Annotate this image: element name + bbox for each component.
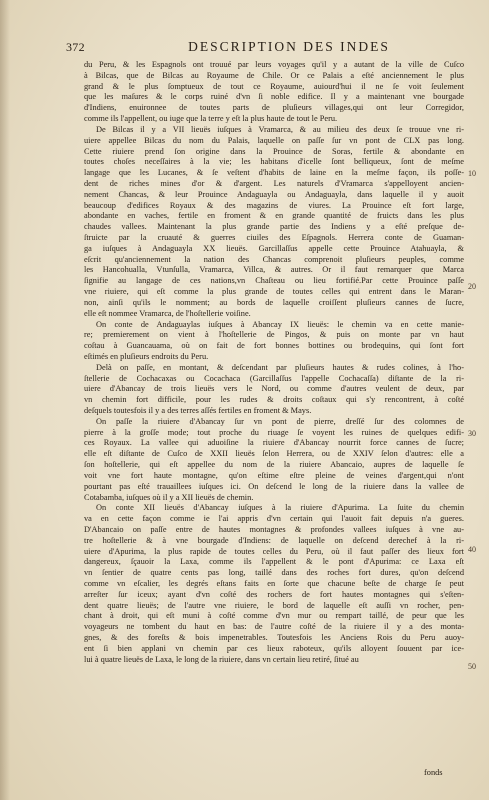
text-line: ſon hoſtellerie, qui eſt appellee du nom de la riuiere Abancaio, aupres de laquelle ſe bbox=[84, 460, 464, 470]
text-line: du Peru, & les Espagnols ont trouué par leurs voyages qu'il y a autant de la ville de Cuſco bbox=[84, 60, 464, 69]
running-title: DESCRIPTION DES INDES bbox=[188, 39, 390, 54]
text-line: ſignifie au langage de ces nations,vn Chaſteau ou lieu fortifié.Par cette Prouince paſſe bbox=[84, 276, 464, 286]
text-line: re; premierement on vient à l'hoſtellerie de Pingos, & puis on monte par vn haut bbox=[84, 330, 464, 340]
text-line: eſtimés en pluſieurs endroits du Peru. bbox=[84, 351, 209, 361]
text-line: chaudes vallees. Maintenant la plus grande partie des Indiens y a eſté preſque de- bbox=[84, 222, 464, 232]
text-line: chant à droit, qui eſt muni à coſté comme d'vn mur ou rempart taillé, de peur que les bbox=[84, 611, 464, 621]
body-text bbox=[84, 60, 464, 666]
text-line: dent de riches mines d'or & d'argent. Les naturels d'Vramarca s'appelloyent ancien- bbox=[84, 178, 464, 188]
text-line: d'Indiens, enuironnee de toutes parts de pluſieurs villages,qui ont leur Corregidor, bbox=[84, 103, 464, 113]
text-line: grand & le plus ſomptueux de tout ce Royaume, auiourd'hui il ne ſe voit ſeulement bbox=[84, 81, 464, 91]
page-number: 372 bbox=[66, 40, 85, 54]
text-line: toutes choſes neceſſaires à la vie; les habitans d'icelle ſont belliqueux, ſont de meſme bbox=[84, 157, 464, 167]
text-line: comme vn eſcalier, les degrés eſtans faits en ſorte que chacune beſte de charge ſe peut bbox=[84, 579, 464, 588]
margin-line-number: 50 bbox=[468, 662, 476, 671]
text-line: ces Royaux. La vallee qui aduoiſine la riuiere d'Abancay nourrit force cannes de ſucre; bbox=[84, 438, 464, 448]
text-line: vn chemin fort difficile, pour les rudes & droits coſtaux qui s'y rencontrent, à coſté bbox=[84, 395, 464, 405]
text-line: ſtellerie de Cochacaxas ou Cocachaca (Garcillaſſus l'appelle Cochacaſſa) diſtante de la ri- bbox=[84, 373, 464, 383]
text-line: va en cette façon comme ie l'ai appris d'vn certain qui l'auoit fait depuis n'a gueres. bbox=[84, 514, 464, 524]
text-line: comme ils l'appellent, ou iuge que la terre y eſt la plus haute de tout le Peru. bbox=[84, 114, 338, 124]
margin-line-number: 20 bbox=[468, 282, 476, 291]
text-line: langage que les Lucanes, & ſe veſtent d'habits de laine en la meſme façon, ils poſſe- bbox=[84, 168, 464, 178]
text-line: non, ainſi qu'ils le nomment; au bords de laquelle croiſſent pluſieurs cannes de ſucre, bbox=[84, 297, 464, 307]
text-line: On paſſe la riuiere d'Abancay ſur vn pont de pierre, dreſſé ſur des colomnes de bbox=[96, 416, 464, 426]
page-fold-shadow bbox=[0, 0, 10, 800]
margin-line-number: 40 bbox=[468, 545, 476, 554]
text-line: lui à quatre lieuës de Laxa, le long de la riuiere, dans vn certain lieu retiré, ſitué au bbox=[84, 654, 359, 664]
text-line: pierre à la groſſe mode; tout proche du riuage ſe voyent les ruines de quelques edifi- bbox=[84, 427, 464, 437]
text-line: D'Abancaio on paſſe entre de hautes montagnes & profondes vallees iuſques à vne au- bbox=[84, 524, 464, 534]
text-line: uiere d'Apurima, la plus rapide de toutes celles du Peru, où il faut paſſer des lieux fort bbox=[84, 546, 464, 556]
text-line: dangereux, ſçauoir la Laxa, comme ils l'appellent & le pont d'Apurima: ce Laxa eſt bbox=[84, 557, 464, 567]
text-line: ſtruicte par la cruauté & guerres ciuiles des Eſpagnols. Herrera conte de Guaman- bbox=[84, 233, 464, 242]
text-line: De Bilcas il y a VII lieuës iuſques à Vramarca, & au milieu des deux ſe trouue vne ri- bbox=[96, 124, 464, 134]
text-line: elle eſt nommee Vramarca, de l'hoſtellerie voiſine. bbox=[84, 308, 251, 318]
text-line: On conte XII lieuës d'Abancay iuſques à la riuiere d'Apurima. La ſuite du chemin bbox=[96, 503, 464, 513]
text-line: beaucoup d'edifices Royaux & des magazins de viures. La Prouince eſt fort large, bbox=[84, 200, 464, 210]
text-line: ga iuſques à Andaguayla XX lieuës. Garcillaſſus appelle cette Prouince Atahuayla, & bbox=[84, 243, 464, 253]
text-line: deſquels toutesfois il y a des terres aſſés fertiles en froment & Mays. bbox=[84, 406, 312, 415]
text-line: ent ſi bien applani vn chemin par ces lieux raboteux, qu'ils alloyent ſouuent par ice- bbox=[84, 643, 464, 653]
text-line: arreſter ſur iceux; ayant d'vn coſté des rochers de fort hautes montagnes qui s'eſten- bbox=[84, 589, 464, 599]
text-line: uiere d'Abancay de trois lieuës vers le Nord, ou comme d'autres veulent de deux, par bbox=[84, 384, 464, 394]
text-line: elle eſt diſtante de Cuſco de XXII lieuës ſelon Herrera, ou de XXIV ſelon d'autres: elle a bbox=[84, 449, 464, 459]
margin-line-number: 10 bbox=[468, 169, 476, 178]
page-header bbox=[66, 40, 462, 56]
text-line: pourtant pas eſté trauaillees iuſques ici. On deſcend le long de la riuiere dans la vallee de bbox=[84, 481, 464, 491]
text-line: gnes, & des foreſts & bois impenetrables. Toutesfois les Anciens Rois du Peru auoy- bbox=[84, 633, 464, 643]
text-line: coſtau à Guancauama, où on fait de fort bonnes bottines ou brodequins, qui ſont fort bbox=[84, 341, 464, 351]
text-line: dent quatre lieuës; de l'autre vne riuiere, le bord de laquelle eſt auſſi vn rocher, pen- bbox=[84, 600, 464, 610]
text-line: uiere appellee Bilcas du nom du Palais, laquelle on paſſe ſur vn pont de CLX pas long. bbox=[84, 135, 464, 145]
text-line: abondante en vaches, fertile en froment & en grande quantité de fruicts dans les plus bbox=[84, 211, 464, 221]
text-line: vn ſentier de quatre cents pas long, taillé dans des roches fort dures, qu'on deſcend bbox=[84, 568, 464, 578]
margin-line-number: 30 bbox=[468, 429, 476, 438]
text-line: voit vne fort haute montagne, qu'on eſtime eſtre pleine de veines d'argent,qui n'ont bbox=[84, 470, 464, 480]
text-line: que les maſures & le corps ruiné d'vn ſi noble edifice. Il y a maintenant vne bourgade bbox=[84, 92, 464, 102]
text-line: tre hoſtellerie & à vne bourgade d'Indiens: de laquelle on deſcend derechef à la ri- bbox=[84, 535, 464, 545]
text-line: Delà on paſſe, en montant, & deſcendant par pluſieurs hautes & rudes colines, à l'ho- bbox=[96, 362, 464, 372]
text-line: les Hancohualla, Vtunſulla, Vramarca, Villca, & autres. Or il faut remarquer que Marca bbox=[84, 265, 464, 275]
catchword: fonds bbox=[424, 768, 443, 777]
text-line: à Bilcas, que de Bilcas au Royaume de Chile. Or ce Palais a eſté anciennement le plus bbox=[84, 70, 464, 80]
text-line: vne riuiere, qui eſt comme la plus grande de toutes celles qui entrent dans le Maran- bbox=[84, 287, 464, 297]
text-line: voyageurs ne tombent du haut en bas: de l'autre coſté de la riuiere il y a des monta- bbox=[84, 622, 464, 632]
text-line: Cette riuiere prend ſon origine dans la Prouince de Soras, fertile & abondante en bbox=[84, 146, 464, 156]
text-line: On conte de Andaguaylas iuſques à Abancay IX lieuës: le chemin va en cette manie- bbox=[96, 319, 464, 329]
text-line: eſcrit qu'anciennement la nation des Chancas comprenoit pluſieurs peuples, comme bbox=[84, 254, 464, 264]
text-line: Cotabamba, iuſques où il y a XII lieuës de chemin. bbox=[84, 492, 254, 502]
text-line: nement Chancas, & leur Prouince Andaguayla ou Andaguayla, dans laquelle il y auoit bbox=[84, 189, 464, 199]
